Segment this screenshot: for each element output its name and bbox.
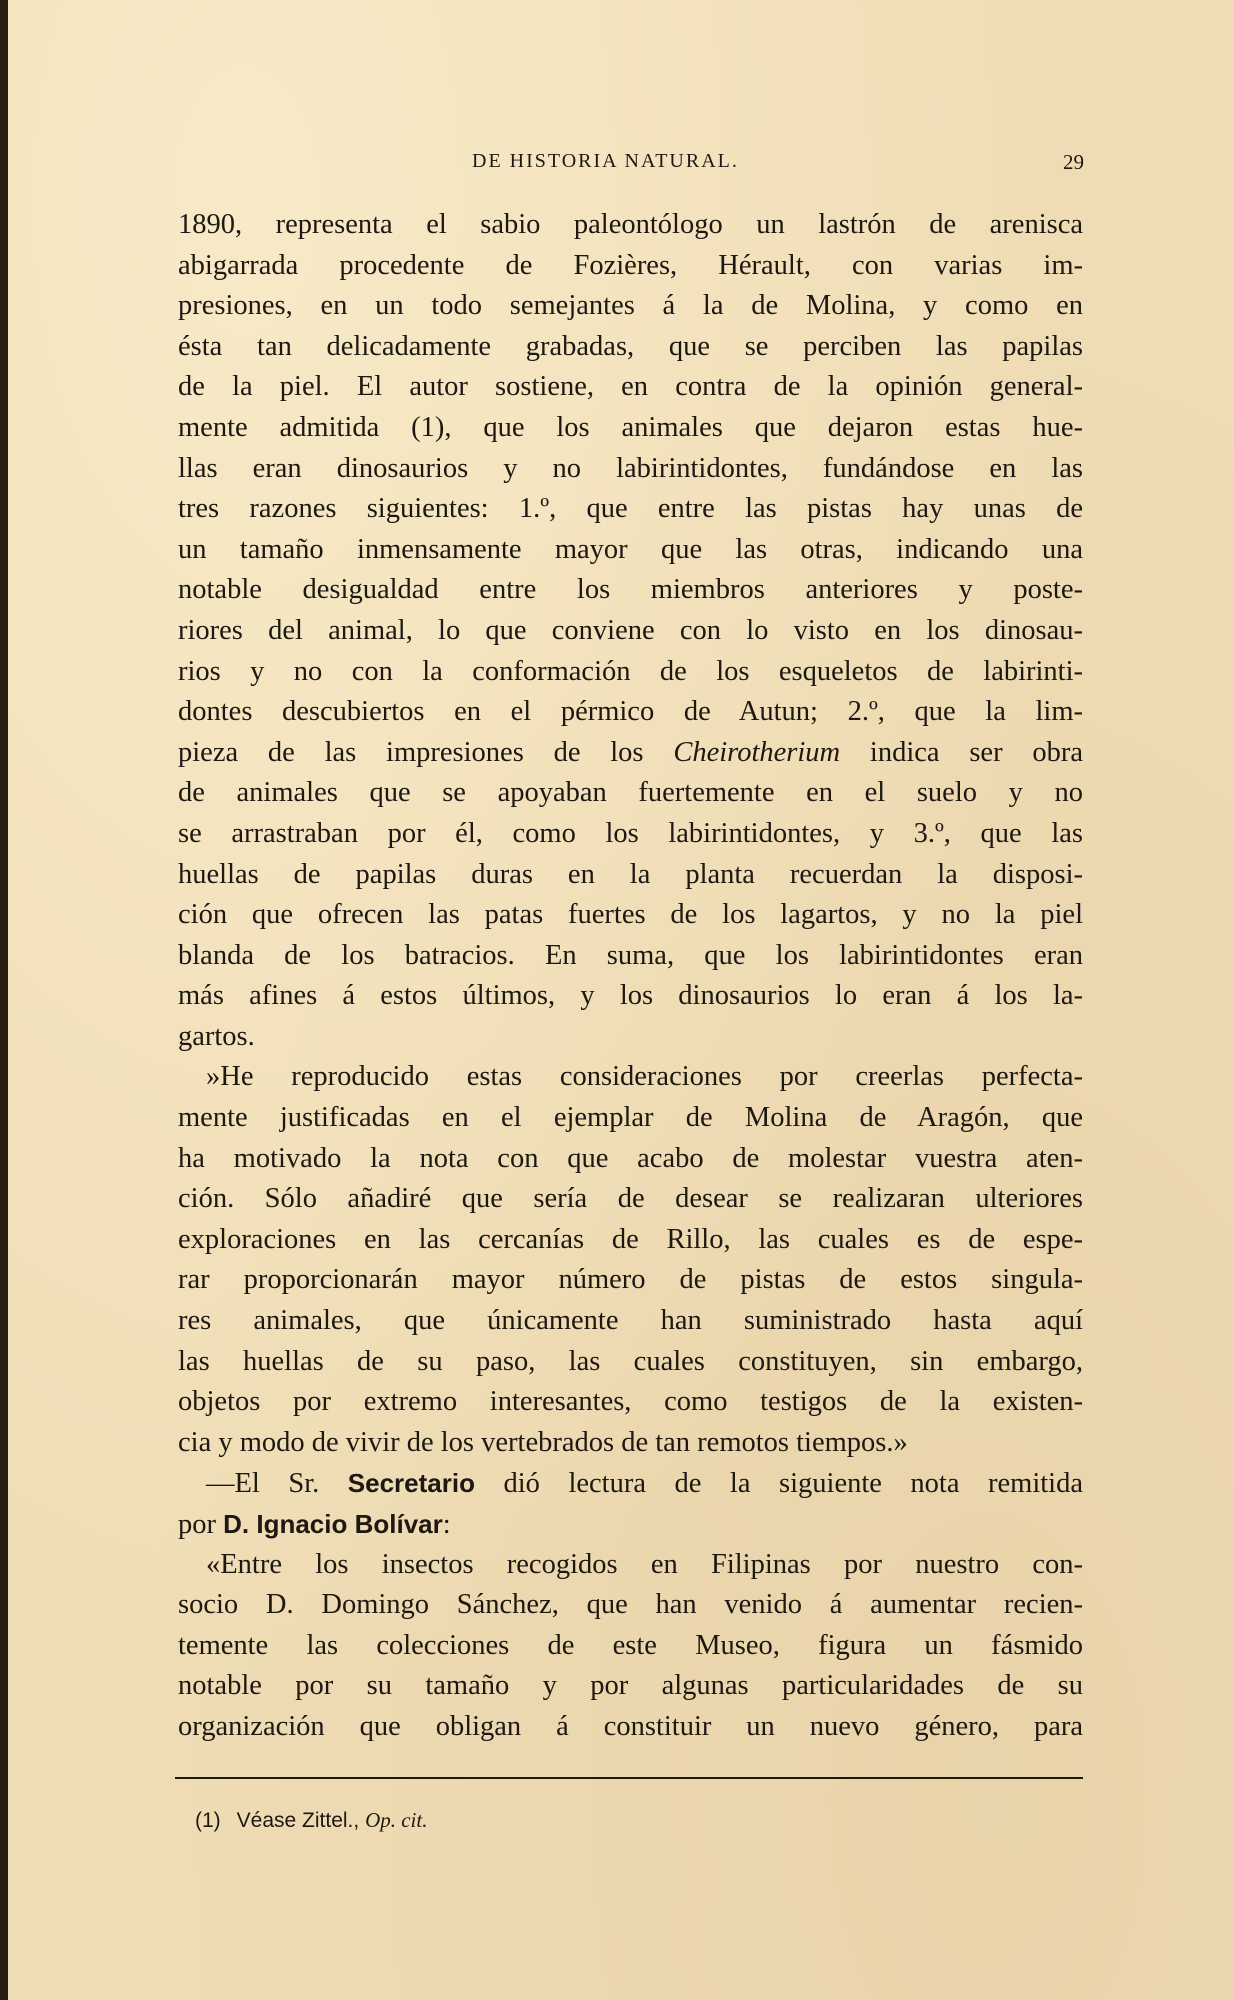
text-segment: de la piel. El autor sostiene, en contra de la opinión general- [178, 371, 1083, 403]
text-segment: las huellas de su paso, las cuales constituyen, sin embargo, [178, 1345, 1083, 1377]
text-line [178, 1301, 1083, 1342]
text-line [178, 327, 1083, 368]
text-segment: riores del animal, lo que conviene con lo visto en los dinosau- [178, 614, 1083, 646]
text-line [178, 1139, 1083, 1180]
text-segment: pieza de las impresiones de los [178, 736, 674, 768]
text-segment: presiones, en un todo semejantes á la de Molina, y como en [178, 290, 1083, 322]
text-line [178, 855, 1083, 896]
text-line [178, 1707, 1083, 1748]
text-line [178, 367, 1083, 408]
text-line [178, 286, 1083, 327]
text-line [178, 895, 1083, 936]
text-segment: dontes descubiertos en el pérmico de Autun; 2.º, que la lim- [178, 696, 1083, 728]
text-segment: : [442, 1509, 451, 1540]
text-line [178, 1098, 1083, 1139]
text-segment: mente admitida (1), que los animales que dejaron estas hue- [178, 411, 1083, 443]
text-line [178, 1666, 1083, 1707]
bold-name: D. Ignacio Bolívar [223, 1509, 443, 1539]
text-segment: »He reproducido estas consideraciones por creerlas perfecta- [206, 1061, 1083, 1093]
page-number: 29 [1063, 150, 1084, 174]
italic-term: Cheirotherium [673, 736, 841, 768]
text-segment: ción. Sólo añadiré que sería de desear se realizaran ulteriores [178, 1183, 1083, 1215]
text-segment: tres razones siguientes: 1.º, que entre las pistas hay unas de [178, 493, 1083, 525]
text-segment: 1890, representa el sabio paleontólogo un lastrón de arenisca [178, 209, 1083, 240]
text-line [178, 489, 1083, 530]
text-segment: temente las colecciones de este Museo, figura un fásmido [178, 1629, 1083, 1661]
text-line [178, 692, 1083, 733]
scan-edge [0, 0, 8, 2000]
text-segment: cia y modo de vivir de los vertebrados de tan remotos tiempos.» [178, 1426, 908, 1458]
text-segment: dió lectura de la siguiente nota remitida [474, 1468, 1083, 1500]
text-line [178, 1545, 1083, 1586]
text-line [178, 1504, 1083, 1545]
text-segment: rios y no con la conformación de los esqueletos de labirinti- [178, 655, 1083, 687]
text-line [178, 1382, 1083, 1423]
text-line [178, 652, 1083, 693]
text-segment: blanda de los batracios. En suma, que los labirintidontes eran [178, 939, 1083, 971]
text-line [178, 1260, 1083, 1301]
text-segment: mente justificadas en el ejemplar de Molina de Aragón, que [178, 1102, 1083, 1134]
text-segment: ha motivado la nota con que acabo de molestar vuestra aten- [178, 1142, 1083, 1174]
text-line [178, 976, 1083, 1017]
text-line [178, 1017, 1083, 1058]
text-segment: exploraciones en las cercanías de Rillo, las cuales es de espe- [178, 1223, 1083, 1255]
text-segment: por [178, 1509, 224, 1540]
text-line [178, 936, 1083, 977]
text-segment: abigarrada procedente de Fozières, Hérault, con varias im- [178, 249, 1083, 281]
text-segment: se arrastraban por él, como los labirintidontes, y 3.º, que las [178, 817, 1083, 849]
text-line [178, 814, 1083, 855]
text-segment: notable por su tamaño y por algunas particularidades de su [178, 1670, 1083, 1702]
text-line [178, 1179, 1083, 1220]
text-line [178, 1423, 1083, 1464]
text-line [178, 1626, 1083, 1667]
text-segment: res animales, que únicamente han suministrado hasta aquí [178, 1305, 1083, 1337]
text-segment: ción que ofrecen las patas fuertes de los lagartos, y no la piel [178, 899, 1083, 931]
text-segment: notable desigualdad entre los miembros anteriores y poste- [178, 574, 1083, 606]
text-line [178, 611, 1083, 652]
text-segment: rar proporcionarán mayor número de pistas de estos singula- [178, 1264, 1083, 1296]
text-segment: organización que obligan á constituir un nuevo género, para [178, 1710, 1083, 1742]
header-title: DE HISTORIA NATURAL. [472, 150, 739, 172]
text-segment: más afines á estos últimos, y los dinosaurios lo eran á los la- [178, 980, 1083, 1012]
text-line [178, 1585, 1083, 1626]
text-line [178, 205, 1083, 246]
text-segment: huellas de papilas duras en la planta recuerdan la disposi- [178, 858, 1083, 890]
footnote [195, 1808, 427, 1833]
footnote-text: Véase Zittel., [236, 1809, 366, 1832]
text-line [178, 449, 1083, 490]
text-line [178, 530, 1083, 571]
footnote-mark: (1) [195, 1809, 221, 1832]
text-segment: gartos. [178, 1020, 255, 1052]
text-line [178, 733, 1083, 774]
text-line [178, 1220, 1083, 1261]
text-line [178, 773, 1083, 814]
footnote-citation: Op. cit. [365, 1808, 428, 1832]
text-segment: indica ser obra [840, 736, 1083, 768]
text-line [178, 1463, 1083, 1504]
text-segment: llas eran dinosaurios y no labirintidontes, fundándose en las [178, 452, 1083, 484]
text-line [178, 246, 1083, 287]
text-line [178, 1057, 1083, 1098]
text-segment: «Entre los insectos recogidos en Filipinas por nuestro con- [206, 1548, 1083, 1580]
text-segment: objetos por extremo interesantes, como testigos de la existen- [178, 1386, 1083, 1418]
text-segment: de animales que se apoyaban fuertemente en el suelo y no [178, 777, 1083, 809]
text-segment: ésta tan delicadamente grabadas, que se perciben las papilas [178, 330, 1083, 362]
text-line [178, 408, 1083, 449]
text-segment: un tamaño inmensamente mayor que las otras, indicando una [178, 533, 1083, 565]
body-text [178, 205, 1083, 1748]
text-segment: —El Sr. [206, 1468, 348, 1500]
footnote-rule [175, 1777, 1083, 1779]
bold-name: Secretario [347, 1468, 475, 1499]
text-line [178, 1342, 1083, 1383]
running-header [472, 150, 1084, 180]
text-segment: socio D. Domingo Sánchez, que han venido á aumentar recien- [178, 1589, 1083, 1621]
text-line [178, 570, 1083, 611]
